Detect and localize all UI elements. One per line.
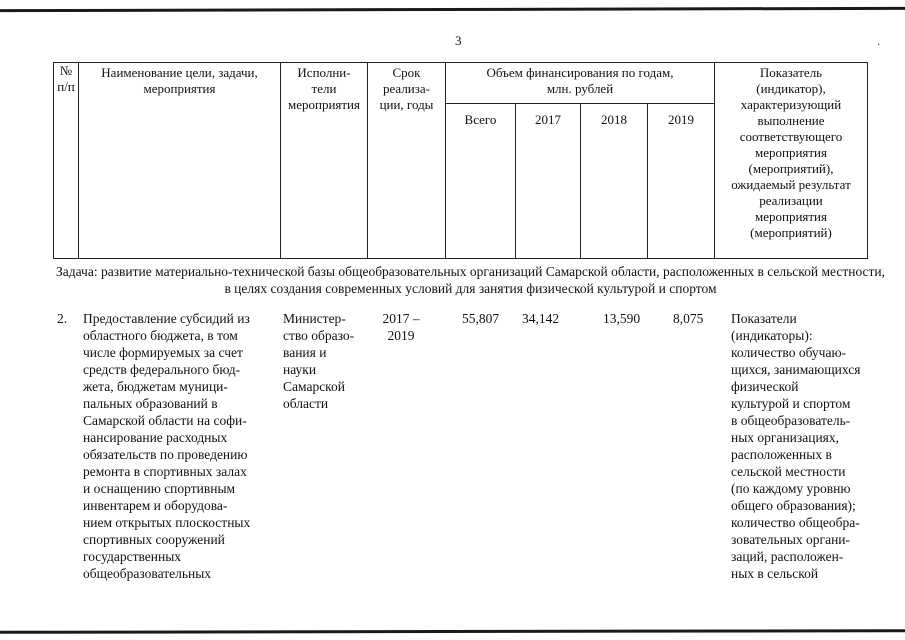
row-indicator: Показатели (индикаторы): количество обучаю- щихся, занимающихся физической культурой и спортом в общеобразователь- ных организациях, расположенных в сельской местности (по каждому уровню общего образования); количество общеобра- зовательных органи- заций, расположен- ных в сельской (731, 311, 861, 581)
header-col-2018: 2018 (581, 104, 648, 259)
bottom-border-rule (0, 629, 905, 634)
header-table (53, 62, 868, 259)
top-border-rule (0, 7, 905, 12)
row-number: 2. (57, 311, 68, 326)
header-col-executors: Исполни- тели мероприятия (281, 63, 368, 259)
row-2019: 8,075 (673, 311, 704, 326)
header-col-num: № п/п (54, 63, 79, 259)
header-col-term: Срок реализа- ции, годы (368, 63, 446, 259)
row-activity-name: Предоставление субсидий из областного бюджета, в том числе формируемых за счет средств федерального бюд- жета, бюджетам муници- пальных образований в Самарской области на софи- нансирование расходных обязательств по проведению ремонта в спортивных залах и оснащению спортивным инвентарем и оборудова- нием открытых плоскостных спортивных сооружений государственных общеобразовательных (83, 311, 251, 581)
row-term: 2017 – 2019 (382, 311, 420, 343)
header-col-funding: Объем финансирования по годам, млн. рублей (446, 63, 715, 104)
task-heading: Задача: развитие материально-технической базы общеобразовательных организаций Самарской области, расположенных в сельской местности, в целях создания современных условий для занятия физической культурой и спортом (55, 264, 886, 296)
row-executor: Министер- ство образо- вания и науки Самарской области (283, 311, 355, 411)
page-number: 3 (455, 33, 462, 48)
header-col-total: Всего (446, 104, 516, 259)
header-col-2017: 2017 (516, 104, 581, 259)
header-col-2019: 2019 (648, 104, 715, 259)
scan-speck: · (877, 40, 881, 51)
row-total: 55,807 (462, 311, 500, 326)
header-col-indicator: Показатель (индикатор), характеризующий выполнение соответствующего мероприятия (мероприятий), ожидаемый результат реализации мероприятия (мероприятий) (715, 63, 868, 259)
row-2017: 34,142 (522, 311, 560, 326)
header-col-name: Наименование цели, задачи, мероприятия (79, 63, 281, 259)
row-2018: 13,590 (603, 311, 641, 326)
